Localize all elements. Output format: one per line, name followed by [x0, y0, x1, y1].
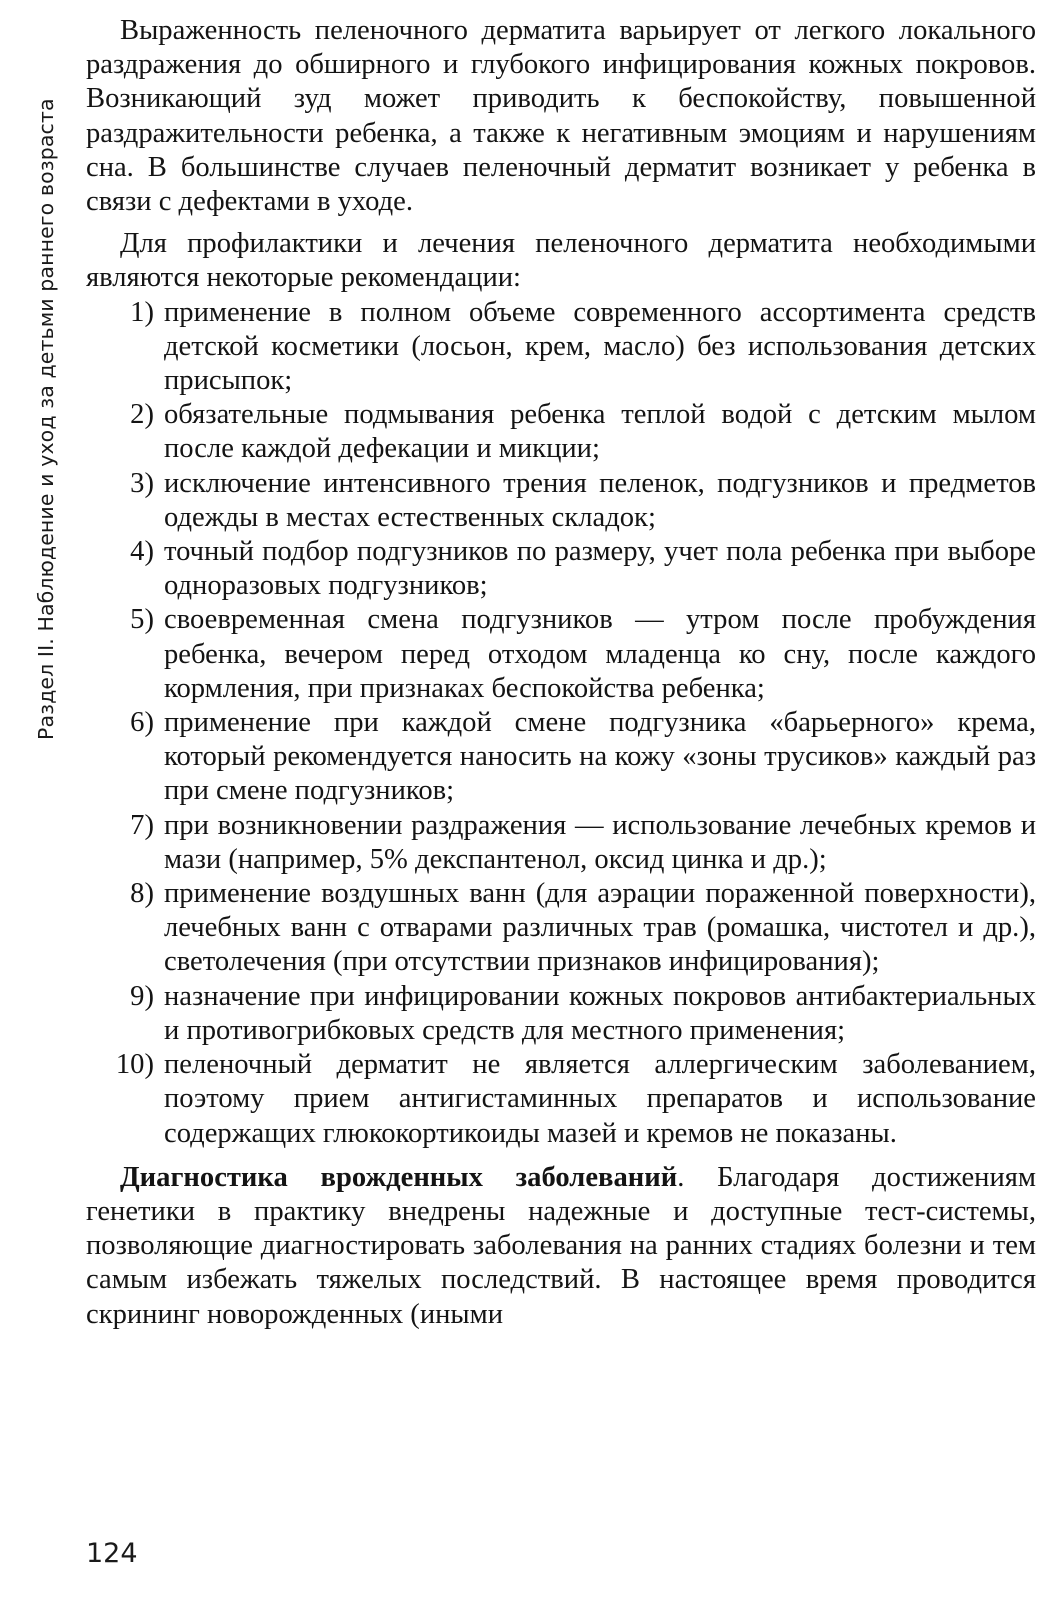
list-item-number: 1)	[130, 296, 154, 328]
paragraph-congenital-diagnostics-text: . Благодаря достижениям генетики в практику внедрены надежные и доступные тест-системы, позволяющие диагностировать заболевания на ранних стадиях болезни и тем самым избежать тяжелых последствий. В настоящее время проводится скрининг новорожденных (иными	[86, 1161, 1036, 1330]
list-item-number: 7)	[130, 809, 154, 841]
list-item-number: 5)	[130, 604, 154, 636]
list-item-text: при возникновении раздражения — использование лечебных кремов и мази (например, 5% декспантенол, оксид цинка и др.);	[164, 809, 1036, 875]
list-item-number: 6)	[130, 707, 154, 739]
paragraph-recommendations-intro: Для профилактики и лечения пеленочного дерматита необходимыми являются некоторые рекомендации:	[86, 228, 1036, 294]
list-item	[86, 603, 1036, 706]
body-text	[86, 14, 1036, 1332]
list-item-text: точный подбор подгузников по размеру, учет пола ребенка при выборе одноразовых подгузников;	[164, 536, 1036, 602]
list-item-number: 2)	[130, 399, 154, 431]
list-item-number: 8)	[130, 878, 154, 910]
list-item	[86, 296, 1036, 399]
list-item	[86, 467, 1036, 535]
running-header-text: Раздел II. Наблюдение и уход за детьми раннего возраста	[34, 98, 58, 740]
list-item-text: назначение при инфицировании кожных покровов антибактериальных и противогрибковых средств для местного применения;	[164, 980, 1036, 1046]
list-item-text: применение в полном объеме современного ассортимента средств детской косметики (лосьон, крем, масло) без использования детских присыпок;	[164, 296, 1036, 397]
paragraph-congenital-diagnostics	[86, 1161, 1036, 1332]
list-item-text: своевременная смена подгузников — утром после пробуждения ребенка, вечером перед отходом младенца ко сну, после каждого кормления, при признаках беспокойства ребенка;	[164, 604, 1036, 704]
list-item-number: 10)	[115, 1049, 154, 1081]
paragraph-dermatitis-severity: Выраженность пеленочного дерматита варьирует от легкого локального раздражения до обширного и глубокого инфицирования кожных покровов. Возникающий зуд может приводить к беспокойству, повышенной раздражительности ребенка, а также к негативным эмоциям и нарушениям сна. В большинстве случаев пеленочный дерматит возникает у ребенка в связи с дефектами в уходе.	[86, 15, 1036, 218]
list-item-text: исключение интенсивного трения пеленок, подгузников и предметов одежды в местах естественных складок;	[164, 467, 1036, 533]
list-item-text: применение воздушных ванн (для аэрации пораженной поверхности), лечебных ванн с отварами различных трав (ромашка, чистотел и др.), светолечения (при отсутствии признаков инфицирования);	[164, 878, 1036, 978]
page-number: 124	[86, 1538, 138, 1569]
running-header	[0, 0, 70, 760]
list-item	[86, 706, 1036, 809]
list-item	[86, 1048, 1036, 1151]
section-lead-heading: Диагностика врожденных заболеваний	[120, 1161, 678, 1193]
list-item	[86, 877, 1036, 980]
recommendations-list	[86, 296, 1036, 1151]
list-item	[86, 980, 1036, 1048]
list-item-number: 4)	[130, 536, 154, 568]
list-item-text: обязательные подмывания ребенка теплой водой с детским мылом после каждой дефекации и микции;	[164, 399, 1036, 465]
list-item	[86, 809, 1036, 877]
list-item-text: пеленочный дерматит не является аллергическим заболеванием, поэтому прием антигистаминных препаратов и использование содержащих глюкокортикоиды мазей и кремов не показаны.	[164, 1049, 1036, 1149]
list-item-text: применение при каждой смене подгузника «барьерного» крема, который рекомендуется наносить на кожу «зоны трусиков» каждый раз при смене подгузников;	[164, 707, 1036, 807]
list-item	[86, 535, 1036, 603]
list-item-number: 9)	[130, 980, 154, 1012]
list-item-number: 3)	[130, 467, 154, 499]
list-item	[86, 398, 1036, 466]
